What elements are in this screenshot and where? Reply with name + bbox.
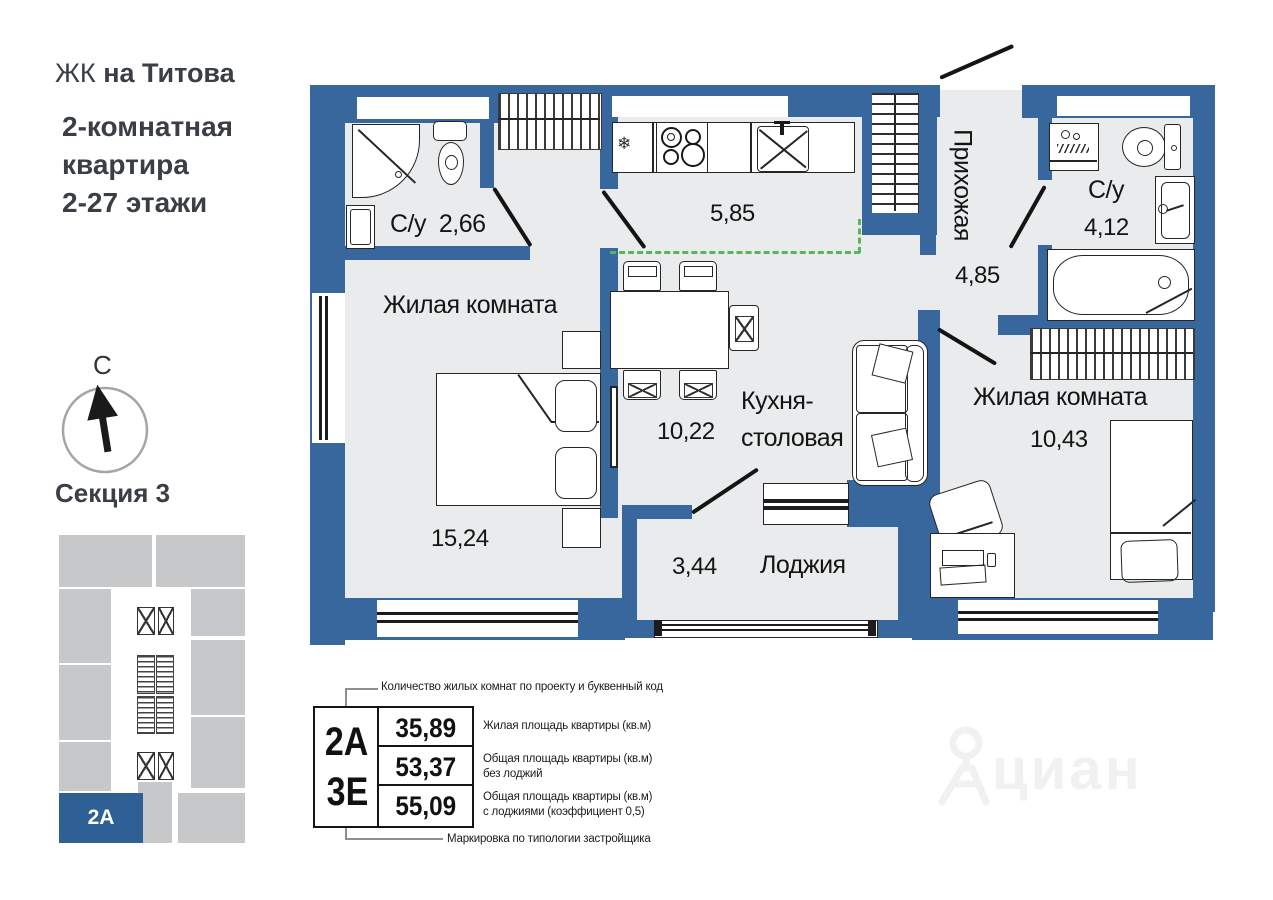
complex-name: на Титова xyxy=(103,58,235,88)
room-area-dining: 10,22 xyxy=(657,418,715,445)
complex-prefix: ЖК xyxy=(55,58,96,88)
sofa-icon xyxy=(852,340,928,486)
wall xyxy=(1193,85,1215,612)
elevator-icon xyxy=(137,752,155,780)
counter-divider xyxy=(652,122,654,173)
unit-code-bottom: 3Е xyxy=(326,770,368,814)
room-label-bath1 xyxy=(390,210,486,239)
window-glass-line xyxy=(377,612,578,615)
stairs-icon xyxy=(137,696,155,734)
desc-line: Общая площадь квартиры (кв.м) xyxy=(483,791,653,803)
legend-top-note: Количество жилых комнат по проекту и буквенный код xyxy=(381,681,663,693)
sink-icon xyxy=(346,205,375,249)
room-area-hall: 4,85 xyxy=(955,262,1000,289)
total-area-value: 53,37 xyxy=(395,752,456,782)
room-label-loggia: Лоджия xyxy=(760,551,846,579)
balcony-window-line xyxy=(763,506,849,510)
room-label-bath2: С/у xyxy=(1088,176,1124,204)
room-area-bath2: 4,12 xyxy=(1084,214,1129,241)
subtitle-line1: 2-комнатная xyxy=(62,111,234,142)
desc-line: с лоджиями (коэффициент 0,5) xyxy=(483,805,645,818)
desk-icon xyxy=(930,533,1015,598)
legend-bottom-note: Маркировка по типологии застройщика xyxy=(447,833,651,845)
section-block xyxy=(59,535,152,587)
wall xyxy=(480,118,494,188)
loggia-wall xyxy=(622,505,692,519)
compass xyxy=(55,350,165,485)
loggia-wall xyxy=(898,505,912,638)
room-area-living2: 10,43 xyxy=(1030,426,1088,453)
loggia-glazing-cap xyxy=(654,620,662,636)
room-label-dining xyxy=(741,383,843,457)
staircase-center-line xyxy=(894,95,896,211)
leader-line xyxy=(345,688,347,706)
wardrobe-icon xyxy=(498,93,602,150)
room-name: столовая xyxy=(741,424,844,452)
room-name: Кухня- xyxy=(741,387,814,415)
wall xyxy=(920,235,936,255)
window xyxy=(357,97,489,119)
section-block xyxy=(191,717,245,788)
room-label-living2: Жилая комната xyxy=(973,383,1148,411)
kitchen-counter xyxy=(612,122,855,173)
window-glass-line xyxy=(958,611,1158,614)
room-area-kitchen: 5,85 xyxy=(710,200,755,227)
pillow-icon xyxy=(555,447,597,499)
legend-desc-row2 xyxy=(483,752,658,781)
window-glass-line xyxy=(377,620,578,623)
legend-desc-row1: Жилая площадь квартиры (кв.м) xyxy=(483,720,651,732)
stairs-icon xyxy=(156,655,174,694)
page-title xyxy=(55,58,235,89)
elevator-icon xyxy=(158,607,174,635)
section-block xyxy=(156,535,245,587)
room-label-hall: Прихожая xyxy=(948,129,977,241)
balcony-window-line xyxy=(763,499,849,503)
stove-icon xyxy=(656,122,708,173)
window-glass-line xyxy=(325,296,328,440)
wardrobe-icon xyxy=(1030,328,1195,380)
loggia-wall xyxy=(622,620,656,638)
zone-boundary-dash xyxy=(610,251,860,254)
highchair-icon xyxy=(729,305,759,351)
wardrobe-rail xyxy=(1030,352,1193,354)
section-block xyxy=(59,589,111,663)
toilet-icon xyxy=(433,121,467,141)
area-value-box xyxy=(377,784,474,828)
toilet-icon xyxy=(1122,127,1166,167)
pillow-icon xyxy=(555,380,597,432)
kitchen-sink-icon xyxy=(757,126,809,172)
tv-icon xyxy=(610,386,618,468)
nightstand-icon xyxy=(562,331,601,369)
stairs-icon xyxy=(137,655,155,694)
chair-icon xyxy=(679,370,717,400)
elevator-icon xyxy=(137,607,155,635)
apartment-subtitle xyxy=(62,108,233,222)
loggia-wall xyxy=(622,505,637,638)
stairs-icon xyxy=(156,696,174,734)
section-block xyxy=(178,793,245,843)
nightstand-icon xyxy=(562,508,601,548)
loggia-glazing-line xyxy=(654,629,876,631)
room-area-loggia: 3,44 xyxy=(672,553,717,580)
unit-code-box xyxy=(313,706,381,828)
watermark xyxy=(920,718,1220,848)
window xyxy=(1057,96,1190,116)
section-block xyxy=(59,742,111,791)
dining-table xyxy=(610,291,729,369)
single-bed-icon xyxy=(1110,420,1193,580)
subtitle-line3: 2-27 этажи xyxy=(62,187,208,218)
wardrobe-rail xyxy=(498,118,600,120)
window xyxy=(377,600,578,637)
washing-machine-icon xyxy=(1049,123,1099,171)
desc-line: без лоджий xyxy=(483,767,543,780)
highlighted-unit-label: 2А xyxy=(87,806,115,829)
room-name: С/у xyxy=(390,210,426,238)
leader-line xyxy=(345,688,378,690)
elevator-icon xyxy=(158,752,174,780)
chair-icon xyxy=(623,261,661,291)
legend-desc-row3 xyxy=(483,790,658,819)
zone-boundary-dash xyxy=(858,219,861,253)
section-block xyxy=(59,665,111,740)
window xyxy=(958,600,1158,634)
window xyxy=(312,293,345,443)
fridge-icon: ❄ xyxy=(617,134,632,153)
subtitle-line2: квартира xyxy=(62,149,189,180)
highlighted-unit xyxy=(59,793,143,843)
section-block xyxy=(138,782,172,843)
counter-divider xyxy=(750,122,752,173)
bathtub-icon xyxy=(1047,249,1195,321)
loggia-glazing-line xyxy=(654,624,876,626)
door-entry xyxy=(939,44,1014,79)
chair-icon xyxy=(679,261,717,291)
sink-icon xyxy=(1155,176,1195,244)
section-title: Секция 3 xyxy=(55,478,171,508)
chair-icon xyxy=(623,370,661,400)
leader-line xyxy=(345,838,443,840)
toilet-tank xyxy=(1164,124,1181,170)
window xyxy=(612,96,788,117)
desc-line: Общая площадь квартиры (кв.м) xyxy=(483,753,653,765)
total-area-with-loggia-value: 55,09 xyxy=(395,790,456,821)
section-block xyxy=(191,589,245,636)
section-block xyxy=(191,640,245,715)
balcony-window xyxy=(763,483,849,525)
wall xyxy=(600,248,618,518)
loggia-wall xyxy=(876,620,912,638)
living-area-value: 35,89 xyxy=(395,713,456,743)
room-area-living1: 15,24 xyxy=(431,525,489,552)
unit-code-top: 2А xyxy=(325,720,369,764)
window-glass-line xyxy=(958,618,1158,621)
room-area: 2,66 xyxy=(438,210,486,238)
room-label-living1: Жилая комната xyxy=(383,291,558,319)
compass-north-label: С xyxy=(93,350,112,380)
window-glass-line xyxy=(319,296,322,440)
cian-logo-text: циан xyxy=(992,737,1143,802)
loggia-glazing-cap xyxy=(868,620,876,636)
